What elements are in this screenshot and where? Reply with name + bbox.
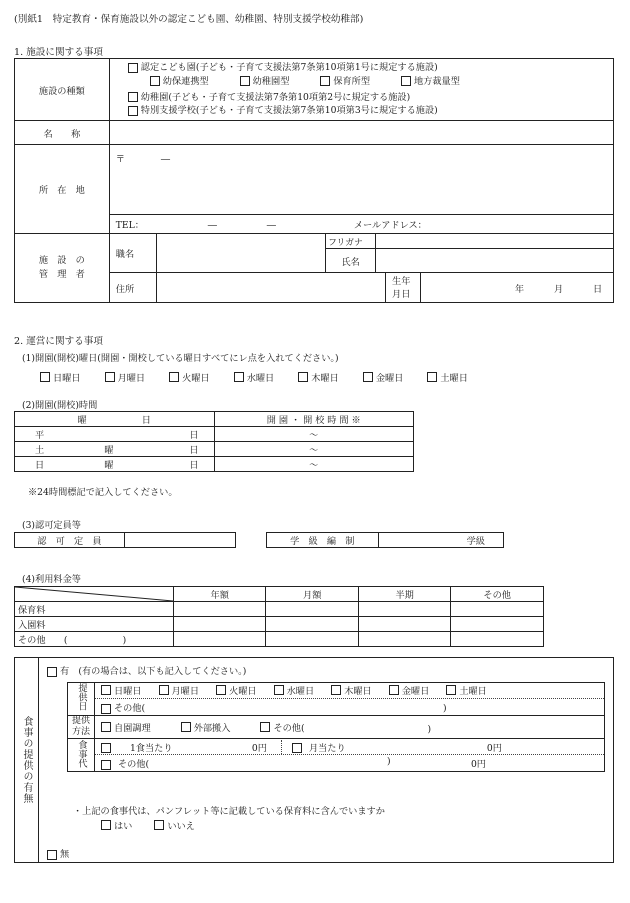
answer-yes-checkbox[interactable]: [101, 820, 111, 830]
meal-days-row-1: [68, 683, 605, 699]
furigana-field[interactable]: [376, 234, 614, 249]
meal-provision-box: [14, 657, 614, 863]
hours-row-sunday: [15, 457, 414, 472]
fees-cell[interactable]: [266, 617, 358, 632]
fees-corner-cell: [15, 587, 174, 602]
tuesday-checkbox[interactable]: [169, 372, 179, 382]
meal-monday-checkbox[interactable]: [159, 685, 169, 695]
per-meal-cell[interactable]: [95, 740, 282, 754]
facility-name-row: [15, 121, 614, 145]
fees-header-row: [15, 587, 544, 602]
mail-label: メールアドレス：: [353, 220, 427, 231]
meal-monday-label: 月曜日: [171, 686, 200, 697]
fee-label-cell: [68, 739, 95, 772]
fees-cell[interactable]: [174, 602, 266, 617]
saturday-checkbox[interactable]: [427, 372, 437, 382]
hours-row-sunday-b: 曜: [104, 460, 114, 471]
fees-cell[interactable]: [266, 632, 358, 647]
kodomo-checkbox[interactable]: [128, 63, 138, 73]
tel-dash-2: ―: [266, 220, 276, 231]
postal-mark: 〒: [115, 154, 125, 165]
fees-row-label: 入園料: [15, 617, 174, 632]
sunday-label: 日曜日: [53, 373, 81, 384]
postal-dash: ―: [160, 154, 170, 165]
monday-checkbox[interactable]: [105, 372, 115, 382]
meal-days-other-checkbox[interactable]: [101, 704, 111, 714]
fees-cell[interactable]: [174, 617, 266, 632]
answer-no-label: いいえ: [167, 821, 195, 832]
facility-name-label: 名 称: [15, 121, 110, 145]
tel-label: TEL：: [115, 220, 144, 231]
open-days-heading: (1)開園(開校)曜日(開園・開校している曜日すべてにレ点を入れてください。): [22, 353, 339, 364]
section-2-heading: 2. 運営に関する事項: [14, 336, 103, 347]
position-label: 職名: [109, 234, 156, 273]
meal-no-option: [47, 846, 69, 860]
thursday-label: 木曜日: [311, 373, 339, 384]
meal-friday-label: 金曜日: [401, 686, 430, 697]
hours-saturday-field[interactable]: ～: [214, 442, 414, 457]
capacity-heading: (3)認可定員等: [22, 520, 81, 531]
hours-weekday-field[interactable]: ～: [214, 427, 414, 442]
method-other-close: ): [427, 723, 432, 735]
facility-type-options: [109, 59, 613, 121]
meal-side-label-cell: [15, 658, 39, 862]
meal-fee-line-1: [94, 739, 604, 755]
meal-yes-label: 有 (有の場合は、以下も記入してください。): [60, 666, 247, 677]
hours-row-sunday-c: 日: [189, 460, 199, 471]
fees-cell[interactable]: [451, 632, 544, 647]
meal-yes-option: [47, 663, 246, 677]
address-label: 所 在 地: [15, 145, 110, 234]
wednesday-label: 水曜日: [246, 373, 275, 384]
method-external-label: 外部搬入: [193, 722, 231, 734]
renkei-label: 幼保連携型: [162, 75, 209, 87]
address-row: [15, 145, 614, 215]
meal-sunday-label: 日曜日: [113, 686, 142, 697]
capacity-label: 認 可 定 員: [15, 533, 125, 548]
fees-heading: (4)利用料金等: [22, 574, 81, 585]
manager-row-1: [15, 234, 614, 249]
wednesday-checkbox[interactable]: [234, 372, 244, 382]
fees-table: [14, 586, 544, 647]
kodomo-option-label: 認定こども園(子ども・子育て支援法第7条第10項第1号に規定する施設): [140, 62, 438, 74]
meal-method-options: [94, 716, 604, 739]
birth-label-line-2: 月日: [392, 288, 411, 300]
yochien-gata-checkbox[interactable]: [240, 76, 250, 86]
meal-yes-checkbox[interactable]: [47, 667, 57, 677]
provide-day-label-cell: [68, 683, 95, 716]
meal-days-other-close: ): [443, 703, 447, 714]
chiho-checkbox[interactable]: [401, 76, 411, 86]
hours-note: ※24時間標記で記入してください。: [28, 487, 178, 498]
fee-other-close: ): [386, 756, 391, 767]
fee-label: 食事代: [75, 739, 87, 768]
fees-row-label: 保育料: [15, 602, 174, 617]
yochien-checkbox[interactable]: [128, 92, 138, 102]
person-name-label: 氏名: [326, 249, 376, 273]
meal-saturday-label: 土曜日: [459, 686, 487, 697]
position-field[interactable]: [156, 234, 325, 273]
birth-day-label: 日: [592, 283, 603, 295]
fees-row-admission: [15, 617, 544, 632]
person-name-field[interactable]: [376, 249, 614, 273]
meal-side-label: 食事の提供の有無: [21, 716, 32, 804]
fees-cell[interactable]: [358, 617, 450, 632]
hours-row-saturday: [15, 442, 414, 457]
capacity-field[interactable]: [124, 533, 235, 548]
fees-cell[interactable]: [358, 632, 450, 647]
fees-cell[interactable]: [266, 602, 358, 617]
yochien-option-label: 幼稚園(子ども・子育て支援法第7条第10項第2号に規定する施設): [140, 91, 411, 103]
meal-thursday-label: 木曜日: [344, 686, 372, 697]
chiho-label: 地方裁量型: [413, 75, 460, 87]
class-field[interactable]: 学級: [378, 533, 503, 548]
hours-row-weekday: [15, 427, 414, 442]
birth-field[interactable]: [420, 273, 613, 303]
yochien-gata-label: 幼稚園型: [252, 75, 290, 87]
method-label: 提供方法: [71, 716, 90, 737]
meal-wednesday-label: 水曜日: [286, 686, 315, 697]
tokubetsu-checkbox[interactable]: [128, 106, 138, 116]
residence-field[interactable]: [156, 273, 385, 303]
meal-fee-answers: [101, 818, 195, 833]
hoikusho-gata-checkbox[interactable]: [320, 76, 330, 86]
fees-col-annual: 年額: [174, 587, 266, 602]
tuesday-label: 火曜日: [182, 373, 210, 384]
hours-heading: (2)開園(開校)時間: [22, 400, 98, 411]
hours-col-day: 曜 日: [15, 412, 215, 427]
meal-detail-table: [67, 682, 605, 772]
meal-no-label: 無: [60, 849, 70, 860]
hoikusho-gata-label: 保育所型: [333, 75, 371, 87]
hours-row-saturday-b: 曜: [104, 445, 114, 456]
residence-label: 住所: [109, 273, 156, 303]
hours-col-time: 開 園 ・ 開 校 時 間 ※: [214, 412, 414, 427]
hours-row-sunday-a: 日: [35, 460, 45, 471]
facility-name-field[interactable]: [109, 121, 613, 145]
open-days-options: [40, 370, 468, 385]
meal-fee-other: [94, 755, 604, 772]
hours-row-saturday-c: 日: [189, 445, 199, 456]
tel-dash-1: ―: [207, 220, 217, 231]
birth-month-label: 月: [553, 283, 564, 295]
facility-table: [14, 58, 614, 303]
fees-cell[interactable]: [451, 617, 544, 632]
fees-row-childcare: [15, 602, 544, 617]
birth-label-line-1: 生年: [392, 275, 411, 287]
method-other-label: その他(: [273, 722, 305, 734]
hours-row-weekday-a: 平: [35, 430, 45, 441]
hours-sunday-field[interactable]: ～: [214, 457, 414, 472]
answer-no-checkbox[interactable]: [154, 820, 164, 830]
hours-row-weekday-c: 日: [189, 430, 199, 441]
fee-other-checkbox[interactable]: [101, 760, 111, 770]
fees-row-label: その他 ( ): [15, 632, 174, 647]
capacity-table: [14, 532, 236, 548]
facility-type-label: 施設の種類: [15, 59, 110, 121]
answer-yes-label: はい: [114, 821, 133, 832]
fees-col-other: その他: [451, 587, 544, 602]
per-meal-label: 1食当たり: [129, 742, 173, 754]
meal-fee-row-1: [68, 739, 605, 755]
facility-type-row: [15, 59, 614, 121]
meal-thursday-checkbox[interactable]: [331, 685, 341, 695]
meal-no-checkbox[interactable]: [47, 850, 57, 860]
per-month-checkbox[interactable]: [292, 743, 302, 753]
monday-label: 月曜日: [117, 373, 146, 384]
fees-col-monthly: 月額: [266, 587, 358, 602]
method-own-kitchen-label: 自園調理: [113, 722, 151, 734]
method-label-cell: [68, 716, 95, 739]
saturday-label: 土曜日: [440, 373, 468, 384]
manager-label-line-2: 管 理 者: [38, 269, 85, 280]
per-month-label: 月当たり: [308, 742, 346, 754]
meal-method-row: [68, 716, 605, 739]
manager-label: [15, 234, 110, 303]
diagonal-line: [15, 587, 173, 601]
meal-days-options: [94, 683, 604, 699]
fee-other-value: 0円: [470, 759, 486, 770]
meal-sunday-checkbox[interactable]: [101, 685, 111, 695]
fees-row-other: [15, 632, 544, 647]
class-label: 学 級 編 制: [267, 533, 379, 548]
meal-tuesday-label: 火曜日: [229, 686, 257, 697]
method-other-checkbox[interactable]: [260, 722, 270, 732]
meal-fee-row-2: [68, 755, 605, 772]
document-title: (別紙1 特定教育・保育施設以外の認定こども園、幼稚園、特別支援学校幼稚部): [14, 14, 364, 25]
per-month-value: 0円: [486, 742, 502, 754]
hours-header-row: [15, 412, 414, 427]
fees-cell[interactable]: [174, 632, 266, 647]
friday-label: 金曜日: [375, 373, 404, 384]
method-own-kitchen-checkbox[interactable]: [101, 722, 111, 732]
hours-table: [14, 411, 414, 472]
meal-days-other: [94, 699, 604, 716]
meal-wednesday-checkbox[interactable]: [274, 685, 284, 695]
per-meal-checkbox[interactable]: [101, 743, 111, 753]
hours-row-saturday-a: 土: [35, 445, 45, 456]
meal-saturday-checkbox[interactable]: [446, 685, 456, 695]
class-table: [266, 532, 504, 548]
per-meal-value: 0円: [251, 742, 267, 754]
renkei-checkbox[interactable]: [150, 76, 160, 86]
meal-tuesday-checkbox[interactable]: [216, 685, 226, 695]
meal-days-other-label: その他(: [113, 703, 146, 714]
provide-day-label: 提供日: [75, 683, 87, 711]
birth-year-label: 年: [514, 283, 525, 295]
tel-mail-field[interactable]: [109, 215, 613, 234]
section-1-heading: 1. 施設に関する事項: [14, 47, 103, 58]
sunday-checkbox[interactable]: [40, 372, 50, 382]
friday-checkbox[interactable]: [363, 372, 373, 382]
meal-fee-question: ・上記の食事代は、パンフレット等に記載している保育料に含んでいますか: [73, 806, 385, 817]
per-month-cell[interactable]: [282, 740, 502, 754]
thursday-checkbox[interactable]: [298, 372, 308, 382]
birth-label: [386, 273, 421, 303]
fees-cell[interactable]: [451, 602, 544, 617]
address-field[interactable]: [109, 145, 613, 215]
furigana-label: フリガナ: [326, 234, 376, 249]
fee-other-label: その他(: [117, 759, 150, 770]
tokubetsu-option-label: 特別支援学校(子ども・子育て支援法第7条第10項第3号に規定する施設): [140, 105, 438, 117]
meal-days-row-2: [68, 699, 605, 716]
manager-label-line-1: 施 設 の: [38, 255, 85, 266]
fees-cell[interactable]: [358, 602, 450, 617]
meal-friday-checkbox[interactable]: [389, 685, 399, 695]
fees-col-half: 半期: [358, 587, 450, 602]
method-external-checkbox[interactable]: [181, 722, 191, 732]
